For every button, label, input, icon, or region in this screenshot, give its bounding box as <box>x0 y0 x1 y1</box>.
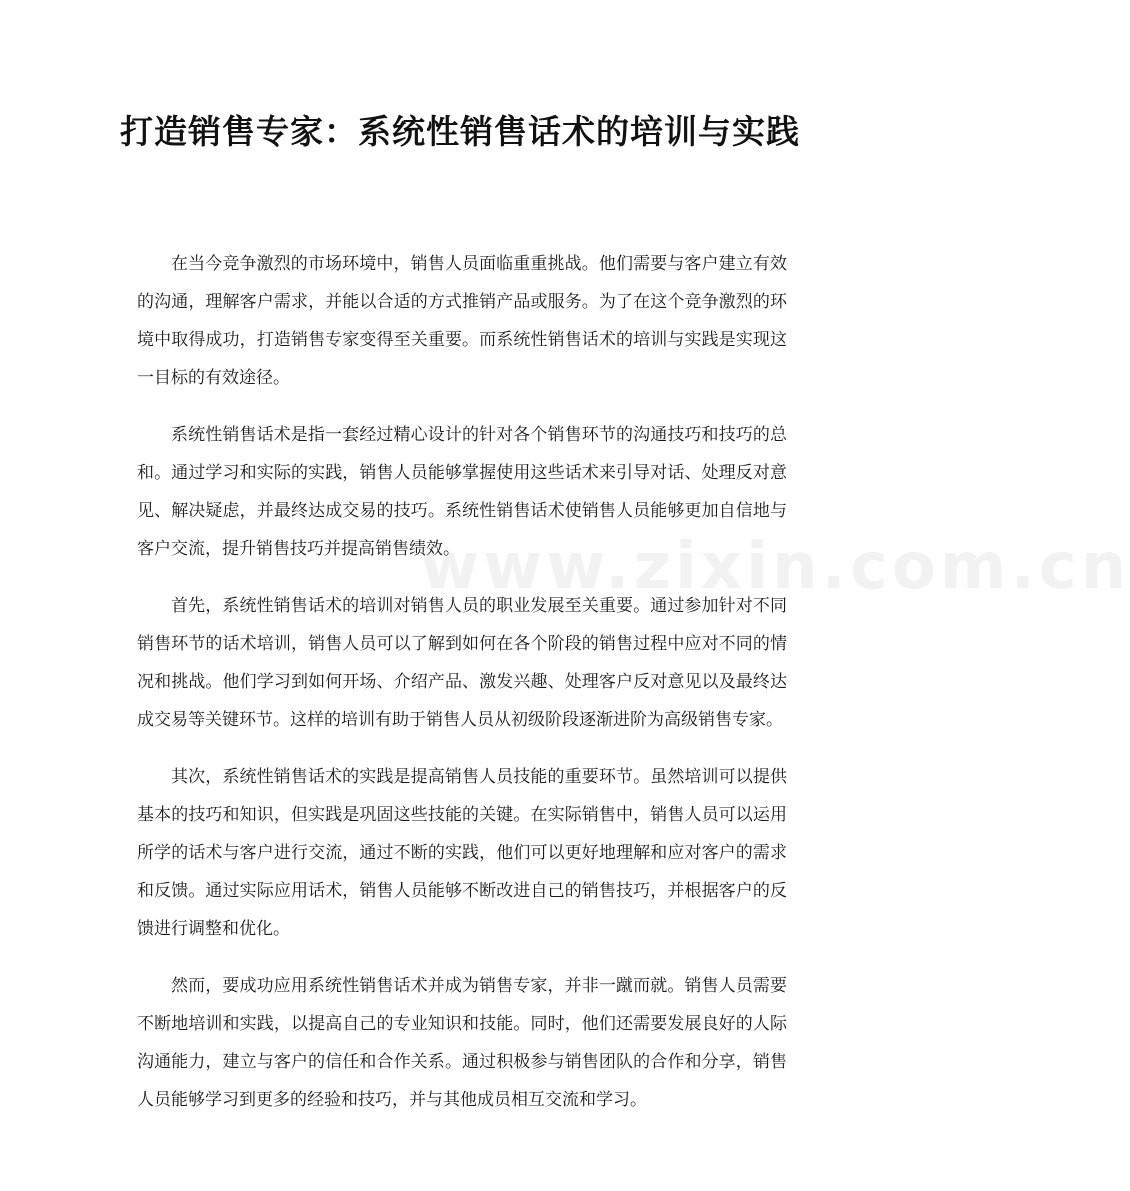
paragraph-2: 系统性销售话术是指一套经过精心设计的针对各个销售环节的沟通技巧和技巧的总和。通过学习和实际的实践，销售人员能够掌握使用这些话术来引导对话、处理反对意见、解决疑虑，并最终达成交易的技巧。系统性销售话术使销售人员能够更加自信地与客户交流，提升销售技巧并提高销售绩效。 <box>137 425 787 559</box>
document-body <box>137 245 787 1138</box>
document-title: 打造销售专家：系统性销售话术的培训与实践 <box>120 112 800 151</box>
paragraph-1: 在当今竞争激烈的市场环境中，销售人员面临重重挑战。他们需要与客户建立有效的沟通，理解客户需求，并能以合适的方式推销产品或服务。为了在这个竞争激烈的环境中取得成功，打造销售专家变得至关重要。而系统性销售话术的培训与实践是实现这一目标的有效途径。 <box>137 254 787 388</box>
watermark: www.zixin.com.cn <box>420 530 1130 604</box>
paragraph-3: 首先，系统性销售话术的培训对销售人员的职业发展至关重要。通过参加针对不同销售环节的话术培训，销售人员可以了解到如何在各个阶段的销售过程中应对不同的情况和挑战。他们学习到如何开场、介绍产品、激发兴趣、处理客户反对意见以及最终达成交易等关键环节。这样的培训有助于销售人员从初级阶段逐渐进阶为高级销售专家。 <box>137 596 787 730</box>
paragraph-4: 其次，系统性销售话术的实践是提高销售人员技能的重要环节。虽然培训可以提供基本的技巧和知识，但实践是巩固这些技能的关键。在实际销售中，销售人员可以运用所学的话术与客户进行交流，通过不断的实践，他们可以更好地理解和应对客户的需求和反馈。通过实际应用话术，销售人员能够不断改进自己的销售技巧，并根据客户的反馈进行调整和优化。 <box>137 767 787 939</box>
paragraph-5: 然而，要成功应用系统性销售话术并成为销售专家，并非一蹴而就。销售人员需要不断地培训和实践，以提高自己的专业知识和技能。同时，他们还需要发展良好的人际沟通能力，建立与客户的信任和合作关系。通过积极参与销售团队的合作和分享，销售人员能够学习到更多的经验和技巧，并与其他成员相互交流和学习。 <box>137 976 787 1110</box>
